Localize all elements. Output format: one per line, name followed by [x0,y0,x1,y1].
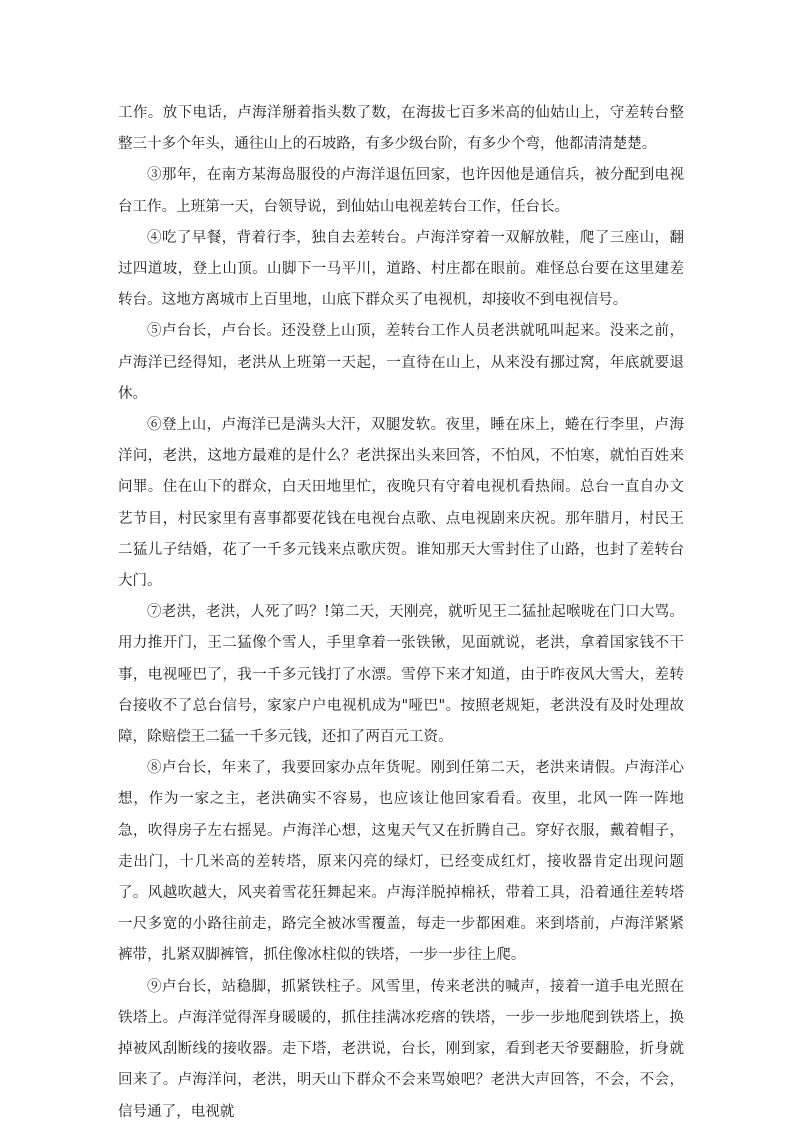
paragraph-5: ⑤卢台长，卢台长。还没登上山顶，差转台工作人员老洪就吼叫起来。没来之前，卢海洋已经得知，老洪从上班第一天起，一直待在山上，从来没有挪过窝，年底就要退休。 [118,323,684,402]
paragraph-4: ④吃了早餐，背着行李，独自去差转台。卢海洋穿着一双解放鞋，爬了三座山，翻过四道坡，登上山顶。山脚下一马平川，道路、村庄都在眼前。难怪总台要在这里建差转台。这地方离城市上百里地，山底下群众买了电视机，却接收不到电视信号。 [118,229,684,309]
paragraph-8: ⑧卢台长，年来了，我要回家办点年货呢。刚到任第二天，老洪来请假。卢海洋心想，作为一家之主，老洪确实不容易，也应该让他回家看看。夜里，北风一阵一阵地急，吹得房子左右摇晃。卢海洋心想，这鬼天气又在折腾自己。穿好衣服，戴着帽子，走出门，十几米高的差转塔，原来闪亮的绿灯，已经变成红灯，接收器肯定出现问题了。风越吹越大，风夹着雪花狂舞起来。卢海洋脱掉棉袄，带着工具，沿着通往差转塔一尺多宽的小路往前走，路完全被冰雪覆盖，每走一步都困难。来到塔前，卢海洋紧紧裤带，扎紧双脚裤管，抓住像冰柱似的铁塔，一步一步往上爬。 [118,760,684,964]
paragraph-6: ⑥登上山，卢海洋已是满头大汗，双腿发软。夜里，睡在床上，蜷在行李里，卢海洋问，老洪，这地方最难的是什么？老洪探出头来回答，不怕风，不怕寒，就怕百姓来问罪。住在山下的群众，白天田地里忙，夜晚只有守着电视机看热闹。总台一直自办文艺节目，村民家里有喜事都要花钱在电视台点歌、点电视剧来庆祝。那年腊月，村民王二猛儿子结婚，花了一千多元钱来点歌庆贺。谁知那天大雪封住了山路，也封了差转台大门。 [118,417,684,590]
paragraph-continued: 工作。放下电话，卢海洋掰着指头数了数，在海拔七百多米高的仙姑山上，守差转台整整三十多个年头，通往山上的石坡路，有多少级台阶，有多少个弯，他都清清楚楚。 [118,105,684,153]
paragraph-9: ⑨卢台长，站稳脚，抓紧铁柱子。风雪里，传来老洪的喊声，接着一道手电光照在铁塔上。卢海洋觉得浑身暖暖的，抓住挂满冰疙瘩的铁塔，一步一步地爬到铁塔上，换掉被风刮断线的接收器。走下塔，老洪说，台长，刚到家，看到老天爷要翻脸，折身就回来了。卢海洋问，老洪，明天山下群众不会来骂娘吧？老洪大声回答，不会，不会，信号通了，电视就 [118,978,684,1120]
paragraph-3: ③那年，在南方某海岛服役的卢海洋退伍回家，也许因他是通信兵，被分配到电视台工作。上班第一天，台领导说，到仙姑山电视差转台工作，任台长。 [118,167,684,215]
paragraph-7: ⑦老洪，老洪，人死了吗？!第二天，天刚亮，就听见王二猛扯起喉咙在门口大骂。用力推开门，王二猛像个雪人，手里拿着一张铁锹，见面就说，老洪，拿着国家钱不干事，电视哑巴了，我一千多元钱打了水漂。雪停下来才知道，由于昨夜风大雪大，差转台接收不了总台信号，家家户户电视机成为"哑巴"。按照老规矩，老洪没有及时处理故障，除赔偿王二猛一千多元钱，还扣了两百元工资。 [118,604,684,746]
article-page [118,98,684,1128]
